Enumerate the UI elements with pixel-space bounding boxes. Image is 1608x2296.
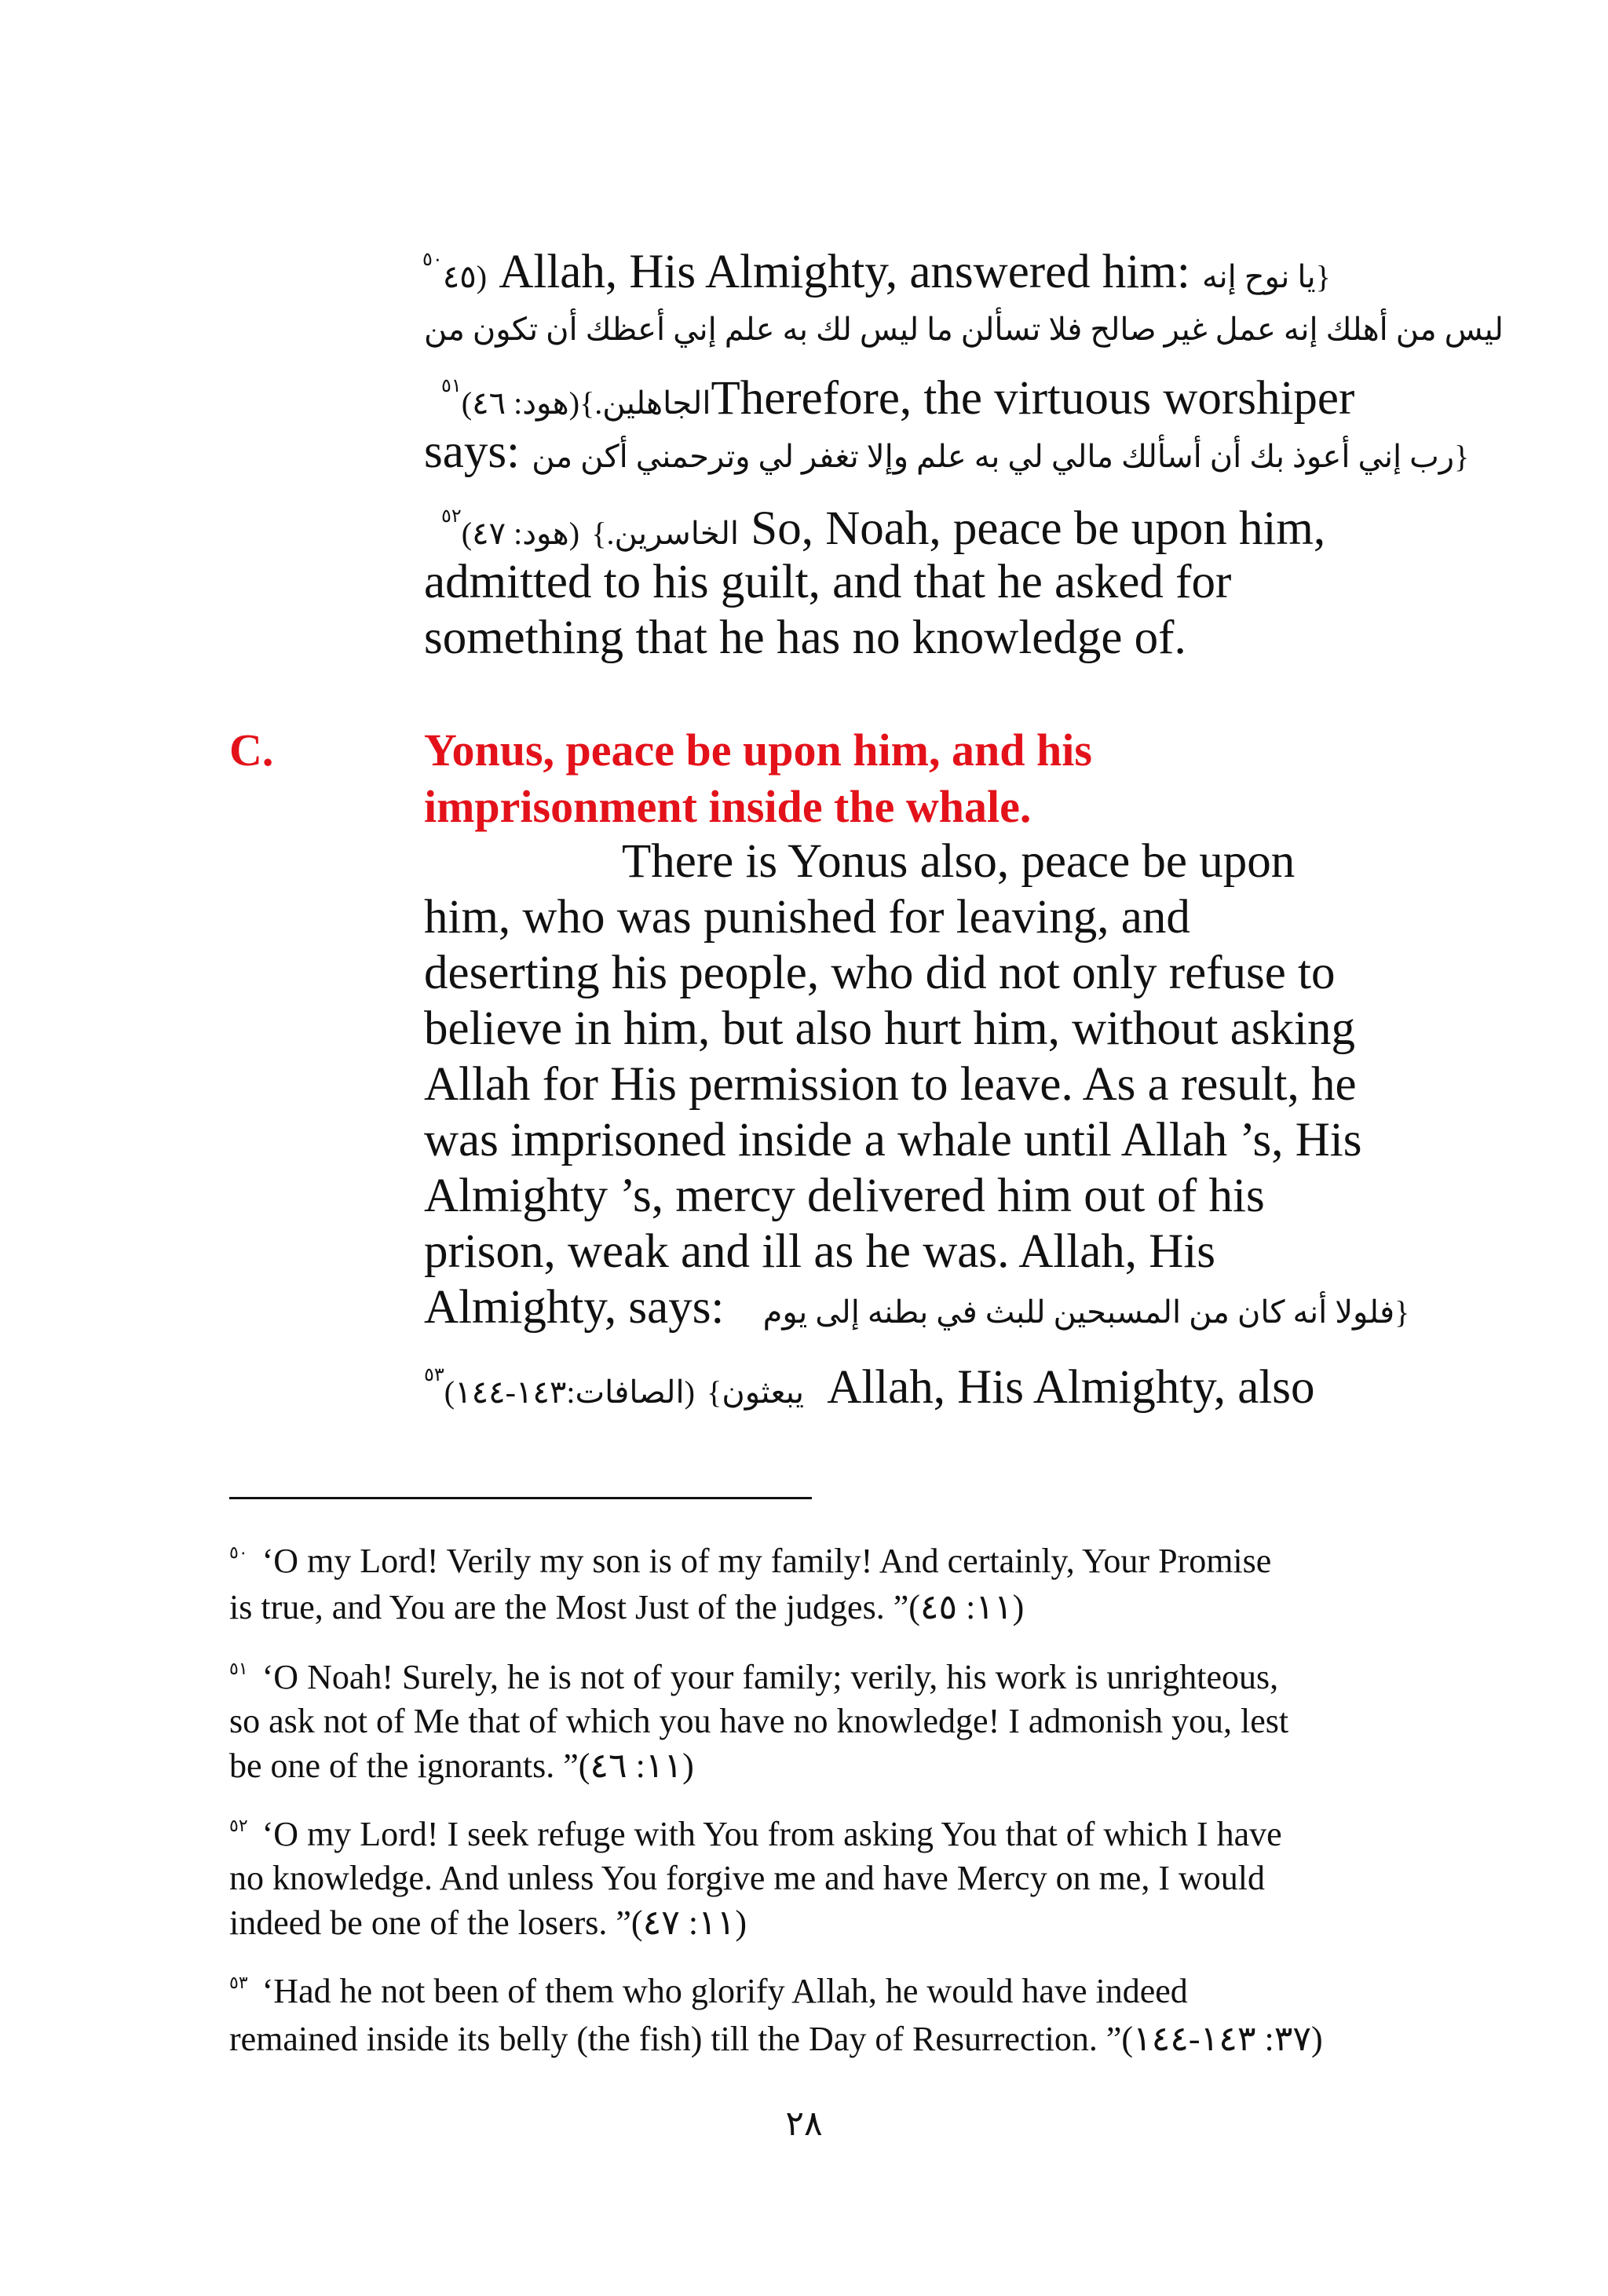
- footnote-text: ‘O my Lord! Verily my son is of my family! And certainly, Your Promise: [261, 1542, 1272, 1580]
- section-title-line-2: imprisonment inside the whale.: [424, 781, 1032, 832]
- footnote-50-line-2: is true, and You are the Most Just of the judges. ”(١١: ٤٥): [229, 1588, 1025, 1626]
- paragraph-line-5: Allah for His permission to leave. As a result, he: [424, 1058, 1357, 1111]
- footnote-text: ‘Had he not been of them who glorify Allah, he would have indeed: [261, 1972, 1188, 2010]
- arabic-verse: {رب إني أعوذ بك أن أسألك مالي لي به علم وإلا تغفر لي وترحمني أكن من: [532, 439, 1470, 474]
- section-title-line-1: Yonus, peace be upon him, and his: [424, 725, 1092, 776]
- paragraph-line-10: [424, 1347, 1315, 1421]
- footnote-text: ‘O Noah! Surely, he is not of your family; verily, his work is unrighteous,: [261, 1658, 1279, 1696]
- english-text: Therefore, the virtuous worshiper: [711, 372, 1355, 425]
- footnote-text: ‘O my Lord! I seek refuge with You from asking You that of which I have: [261, 1815, 1282, 1853]
- arabic-reference: (هود: ٤٦): [461, 385, 580, 421]
- paragraph-line-2: him, who was punished for leaving, and: [424, 891, 1190, 944]
- footnote-53-line-2: remained inside its belly (the fish) till the Day of Resurrection. ”(٣٧: ١٤٣-١٤٤): [229, 2020, 1323, 2058]
- footnote-52-line-1: [229, 1804, 1282, 1856]
- arabic-verse: الجاهلين.}: [579, 385, 711, 421]
- footnote-51-line-2: so ask not of Me that of which you have no knowledge! I admonish you, lest: [229, 1702, 1289, 1740]
- footnote-51-line-1: [229, 1647, 1278, 1699]
- arabic-reference: (هود: ٤٧): [461, 516, 580, 551]
- arabic-verse: الخاسرين.}: [591, 516, 740, 551]
- footnote-number: ٥١: [229, 1659, 248, 1678]
- paragraph-line-1: There is Yonus also, peace be upon: [622, 835, 1296, 888]
- english-text: says:: [424, 425, 520, 478]
- arabic-verse: يبعثون}: [707, 1374, 804, 1410]
- arabic-reference: (٤٥: [442, 259, 488, 294]
- footnote-52-line-2: no knowledge. And unless You forgive me and have Mercy on me, I would: [229, 1859, 1265, 1897]
- footnote-number: ٥٣: [229, 1973, 248, 1992]
- paragraph-line-9: [424, 1279, 1409, 1341]
- arabic-reference: (الصافات:١٤٣-١٤٤): [444, 1374, 695, 1410]
- body-line-7: something that he has no knowledge of.: [424, 611, 1186, 664]
- footnote-number: ٥٠: [229, 1542, 248, 1562]
- page-number: ٢٨: [785, 2104, 823, 2143]
- arabic-verse: ليس من أهلك إنه عمل غير صالح فلا تسألن ما ليس لك به علم إني أعظك أن تكون من: [424, 312, 1504, 347]
- footnote-separator: [229, 1497, 812, 1499]
- footnote-marker: ٥٢: [441, 506, 462, 527]
- footnote-marker: ٥٠: [422, 250, 443, 270]
- footnote-marker: ٥١: [441, 376, 462, 396]
- arabic-verse: {فلولا أنه كان من المسبحين للبث في بطنه إلى يوم: [762, 1294, 1410, 1330]
- english-text: Allah, His Almighty, also: [827, 1361, 1315, 1414]
- footnote-53-line-1: [229, 1961, 1188, 2013]
- english-text: Allah, His Almighty, answered him:: [499, 246, 1190, 298]
- body-line-2: [424, 297, 1504, 358]
- body-line-5: [441, 488, 1325, 562]
- paragraph-line-7: Almighty ’s, mercy delivered him out of his: [424, 1170, 1265, 1222]
- footnote-number: ٥٢: [229, 1816, 248, 1835]
- arabic-verse: {يا نوح إنه: [1202, 259, 1331, 294]
- body-line-3: [441, 358, 1354, 432]
- footnote-52-line-3: indeed be one of the losers. ”(١١: ٤٧): [229, 1904, 747, 1942]
- footnote-50-line-1: [229, 1531, 1271, 1583]
- paragraph-line-3: deserting his people, who did not only refuse to: [424, 947, 1336, 999]
- paragraph-line-4: believe in him, but also hurt him, without asking: [424, 1002, 1355, 1055]
- footnote-marker: ٥٣: [424, 1365, 444, 1385]
- paragraph-line-6: was imprisoned inside a whale until Allah ’s, His: [424, 1114, 1362, 1166]
- paragraph-line-8: prison, weak and ill as he was. Allah, His: [424, 1225, 1216, 1278]
- body-line-4: [424, 424, 1469, 485]
- section-letter: C.: [229, 725, 274, 776]
- body-line-1: [422, 232, 1331, 305]
- english-text: So, Noah, peace be upon him,: [751, 502, 1326, 555]
- body-line-6: admitted to his guilt, and that he asked for: [424, 556, 1232, 608]
- footnote-51-line-3: be one of the ignorants. ”(١١: ٤٦): [229, 1747, 694, 1785]
- english-text: Almighty, says:: [424, 1281, 725, 1334]
